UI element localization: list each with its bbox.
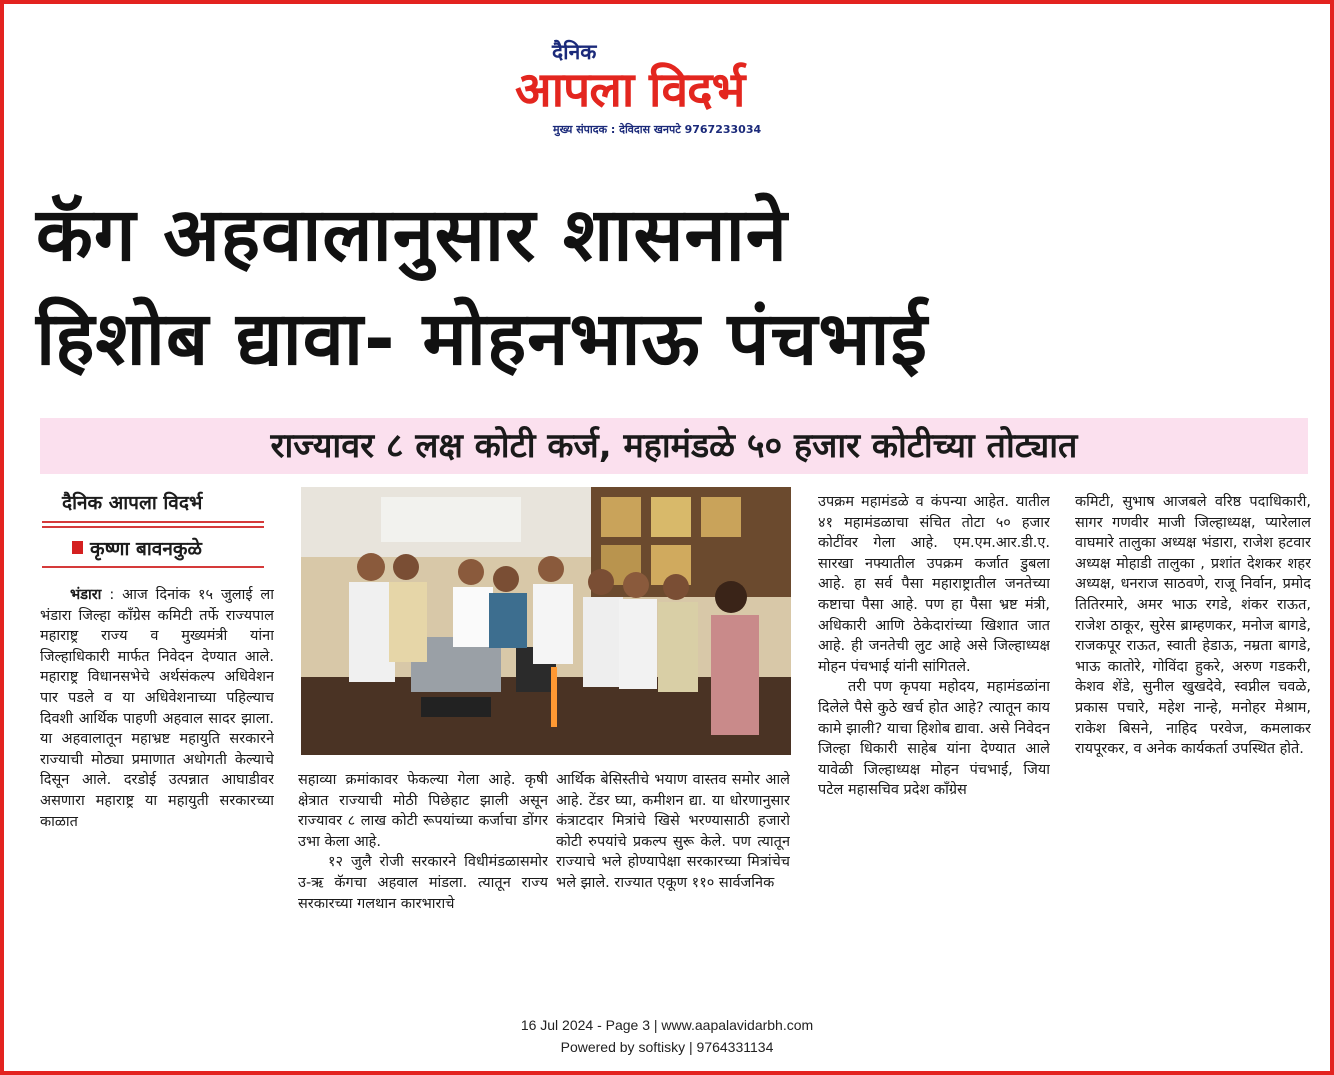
- article-dateline: भंडारा: [70, 587, 102, 603]
- subheadline: राज्यावर ८ लक्ष कोटी कर्ज, महामंडळे ५० हजार कोटीच्या तोट्यात: [40, 418, 1308, 474]
- footer-powered-by: Powered by softisky | 9764331134: [560, 1039, 774, 1055]
- masthead-daily: दैनिक: [552, 40, 597, 64]
- article-column-4: [818, 492, 1050, 1012]
- headline-line-1: कॅग अहवालानुसार शासनाने: [36, 192, 788, 278]
- article-column-5: [1075, 492, 1311, 1012]
- byline-rule-top: [42, 521, 264, 523]
- article-col1-text: : आज दिनांक १५ जुलाई ला भंडारा जिल्हा काँग्रेस कमिटी तर्फे राज्यपाल महाराष्ट्र राज्य व मुख्यमंत्री यांना जिल्हाधिकारी मार्फत निवेदन देण्यात आले. महाराष्ट्र विधानसभेचे अर्थसंकल्प अधिवेशन पार पडले व या अधिवेशनाच्या पहिल्याच दिवशी आर्थिक पाहणी अहवाल सादर झाला. या अहवालातून महाभ्रष्ट महायुति सरकारने राज्याची मोठ्या प्रमाणात अधोगती केल्याचे दिसून आले. दरडोई उत्पन्नात आघाडीवर असणारा महाराष्ट्र या महायुती सरकारच्या काळात: [40, 587, 274, 830]
- byline-rule-bottom: [42, 566, 264, 568]
- news-photo-image: [301, 487, 791, 755]
- page-footer: [0, 1014, 1334, 1058]
- byline-rule-top-2: [42, 526, 264, 528]
- article-col4-p1: उपक्रम महामंडळे व कंपन्या आहेत. यातील ४१ महामंडळाचा संचित तोटा ५० हजार कोटींवर गेला आहे. एम.एम.आर.डी.ए. सारखा नफ्यातील उपक्रम कर्जात डुबला आहे. हा सर्व पैसा महाराष्ट्रातील जनतेच्या कष्टाचा पैसा आहे. पण हा पैसा भ्रष्ट मंत्री, अधिकारी आणि ठेकेदारांच्या खिशात जात आहे. ही जनतेची लुट आहे असे जिल्हाध्यक्ष मोहन पंचभाई यांनी सांगितले.: [818, 494, 1050, 675]
- article-col3-text: आर्थिक बेसिस्तीचे भयाण वास्तव समोर आले आहे. टेंडर घ्या, कमीशन द्या. या धोरणानुसार कंत्राटदार मित्रांचे खिसे भरण्यासाठी हजारो कोटी रुपयांचे प्रकल्प सुरू केले. पण त्यातून राज्याचे भले होण्यापेक्षा सरकारच्या मित्रांचेच भले झाले. राज्यात एकूण ११० सार्वजनिक: [556, 772, 790, 891]
- article-column-1: [40, 585, 274, 1005]
- masthead-name: आपला विदर्भ: [515, 62, 745, 118]
- article-col2-p2: १२ जुलै रोजी सरकारने विधीमंडळासमोर उ-ऋ कॅगचा अहवाल मांडला. त्यातून राज्य सरकारच्या गलथान कारभाराचे: [298, 854, 548, 912]
- article-col5-text: कमिटी, सुभाष आजबले वरिष्ठ पदाधिकारी, सागर गणवीर माजी जिल्हाध्यक्ष, प्यारेलाल वाघमारे तालुका अध्यक्ष भंडारा, राजेश हटवार अध्यक्ष मोहाडी तालुका , प्रशांत देशकर शहर अध्यक्ष, धनराज साठवणे, राजू निर्वान, प्रमोद तितिरमारे, अमर भाऊ रगडे, शंकर राऊत, राजेश ठाकूर, सुरेस ब्राम्हणकर, मनोज बागडे, राजकपूर राऊत, स्वाती हेडाऊ, नम्रता बागडे, भाऊ कातोरे, गोविंदा हुकरे, अरुण गडकरी, केशव शेंडे, सुनील खुखदेवे, स्वप्नील चवळे, प्रकास पचारे, महेश नान्हे, मनोहर मेश्राम, राकेश बिसने, नाहिद परवेज, कमलाकर रायपूरकर, व अनेक कार्यकर्ता उपस्थित होते.: [1075, 494, 1311, 758]
- footer-date-site: 16 Jul 2024 - Page 3 | www.aapalavidarbh.com: [520, 1017, 814, 1033]
- headline-line-2: हिशोब द्यावा- मोहनभाऊ पंचभाई: [36, 296, 928, 382]
- article-col2-p1: सहाव्या क्रमांकावर फेकल्या गेला आहे. कृषी क्षेत्रात राज्याची मोठी पिछेहाट झाली असून राज्यावर ८ लाख कोटी रूपयांच्या कर्जाचा डोंगर उभा केला आहे.: [298, 772, 548, 850]
- masthead-editor-line: मुख्य संपादक : देविदास खनपटे 9767233034: [553, 123, 762, 136]
- byline-paper: दैनिक आपला विदर्भ: [62, 492, 203, 514]
- news-photo: [301, 487, 791, 755]
- article-column-3: [556, 770, 790, 1010]
- byline-author: [72, 535, 202, 561]
- article-column-2: [298, 770, 548, 1010]
- byline-author-name: कृष्णा बावनकुळे: [90, 538, 202, 560]
- article-col4-p2: तरी पण कृपया महोदय, महामंडळांना दिलेले पैसे कुठे खर्च होत आहे? त्यातून काय कामे झाली? याचा हिशोब द्यावा. असे निवेदन जिल्हा धिकारी साहेब यांना देण्यात आले यावेळी जिल्हाध्यक्ष मोहन पंचभाई, जिया पटेल महासचिव प्रदेश काँग्रेस: [818, 679, 1050, 799]
